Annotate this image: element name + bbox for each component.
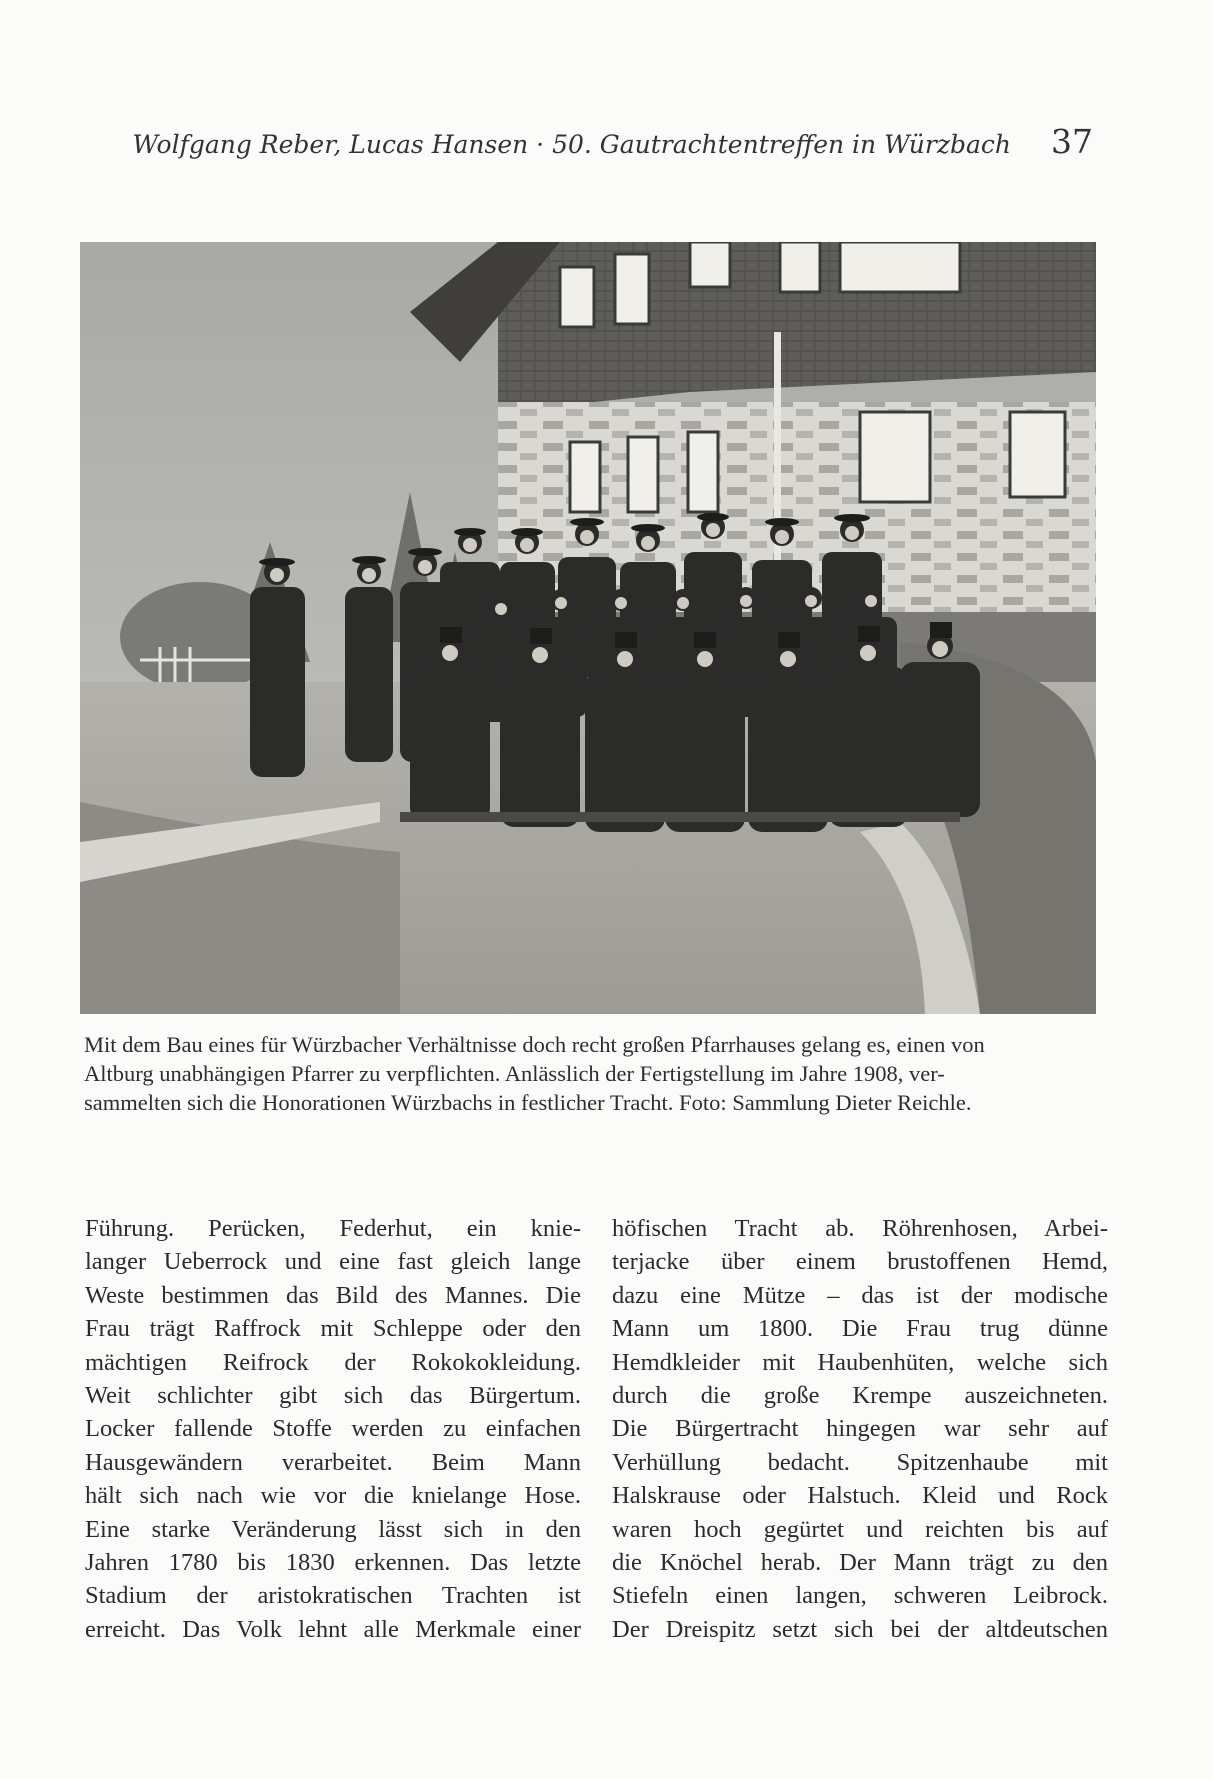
text-line: Hemdkleider mit Haubenhüten, welche sich	[612, 1348, 1108, 1376]
text-line: Halskrause oder Halstuch. Kleid und Rock	[612, 1482, 1108, 1510]
text-line: Frau trägt Raffrock mit Schleppe oder den	[85, 1315, 581, 1343]
figure-caption	[84, 1030, 1098, 1117]
caption-line: Mit dem Bau eines für Würzbacher Verhältnisse doch recht großen Pfarrhauses gelang es, einen von	[84, 1032, 985, 1057]
text-line: mächtigen Reifrock der Rokokokleidung.	[85, 1348, 581, 1376]
text-line: Mann um 1800. Die Frau trug dünne	[612, 1315, 1108, 1343]
body-column-right	[612, 1212, 1108, 1646]
caption-line: sammelten sich die Honorationen Würzbachs in festlicher Tracht. Foto: Sammlung Dieter Reichle.	[84, 1090, 972, 1115]
body-column-left	[85, 1212, 581, 1646]
text-line: Verhüllung bedacht. Spitzenhaube mit	[612, 1448, 1108, 1476]
photo-illustration	[80, 242, 1096, 1014]
text-line: Die Bürgertracht hingegen war sehr auf	[612, 1415, 1108, 1443]
text-line: terjacke über einem brustoffenen Hemd,	[612, 1248, 1108, 1276]
text-line: Stadium der aristokratischen Trachten ist	[85, 1582, 581, 1610]
text-line: waren hoch gegürtet und reichten bis auf	[612, 1515, 1108, 1543]
text-line: Hausgewändern verarbeitet. Beim Mann	[85, 1448, 581, 1476]
text-line: Der Dreispitz setzt sich bei der altdeutschen	[612, 1615, 1108, 1643]
historic-group-photo	[80, 242, 1096, 1014]
text-line: Weit schlichter gibt sich das Bürgertum.	[85, 1382, 581, 1410]
text-line: Locker fallende Stoffe werden zu einfachen	[85, 1415, 581, 1443]
text-line: Stiefeln einen langen, schweren Leibrock.	[612, 1582, 1108, 1610]
caption-line: Altburg unabhängigen Pfarrer zu verpflichten. Anlässlich der Fertigstellung im Jahre 1908, ver-	[84, 1061, 945, 1086]
text-line: hält sich nach wie vor die knielange Hose.	[85, 1482, 581, 1510]
text-line: Jahren 1780 bis 1830 erkennen. Das letzte	[85, 1549, 581, 1577]
text-line: erreicht. Das Volk lehnt alle Merkmale einer	[85, 1615, 581, 1643]
text-line: langer Ueberrock und eine fast gleich lange	[85, 1248, 581, 1276]
page-number: 37	[1051, 122, 1093, 161]
text-line: Weste bestimmen das Bild des Mannes. Die	[85, 1281, 581, 1309]
text-line: Führung. Perücken, Federhut, ein knie-	[85, 1215, 581, 1242]
text-line: höfischen Tracht ab. Röhrenhosen, Arbei-	[612, 1215, 1108, 1242]
running-head: Wolfgang Reber, Lucas Hansen · 50. Gautrachtentreffen in Würzbach	[132, 130, 1011, 159]
page-header	[80, 122, 1093, 166]
text-line: durch die große Krempe auszeichneten.	[612, 1382, 1108, 1410]
text-line: Eine starke Veränderung lässt sich in den	[85, 1515, 581, 1543]
text-line: die Knöchel herab. Der Mann trägt zu den	[612, 1549, 1108, 1577]
text-line: dazu eine Mütze – das ist der modische	[612, 1281, 1108, 1309]
